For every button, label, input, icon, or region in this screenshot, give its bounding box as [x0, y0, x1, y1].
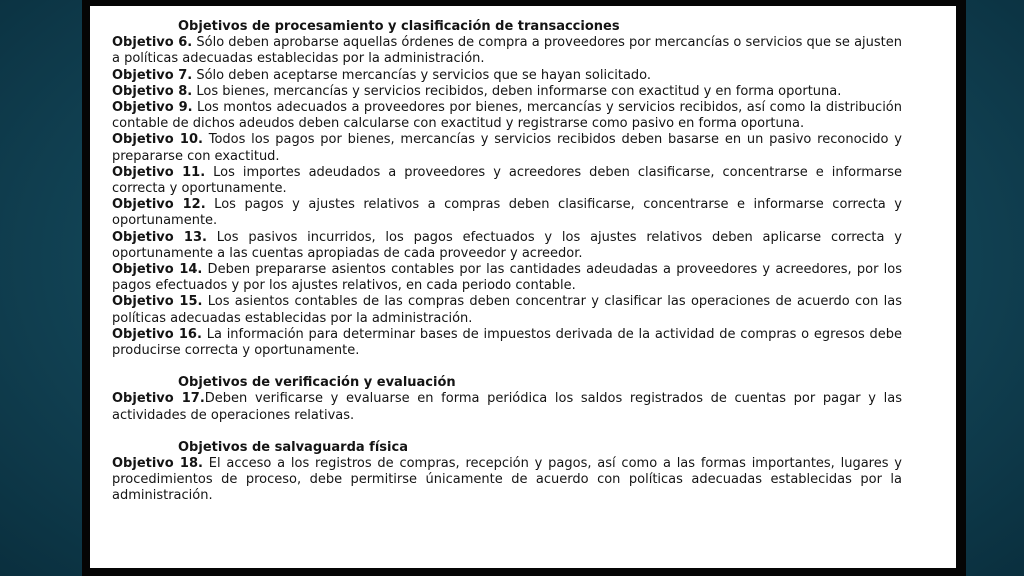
objective-label: Objetivo 7.: [112, 67, 193, 83]
objective-7: [112, 68, 902, 84]
objective-text: Sólo deben aprobarse aquellas órdenes de compra a proveedores por mercancías o servicios que se ajusten a políticas adecuadas establecidas por la administración.: [112, 35, 902, 67]
objective-text: La información para determinar bases de impuestos derivada de la actividad de compras o egresos debe producirse correcta y oportunamente.: [112, 326, 903, 359]
section-heading: Objetivos de verificación y evaluación: [178, 375, 456, 391]
objective-text: Deben prepararse asientos contables por las cantidades adeudadas a proveedores y acreedores, por los pagos efectuados y por los ajustes relativos, en cada periodo contable.: [112, 262, 902, 294]
objective-text: Sólo deben aceptarse mercancías y servicios que se hayan solicitado.: [192, 67, 652, 83]
objective-text: Los montos adecuados a proveedores por bienes, mercancías y servicios recibidos, así como la distribución contable de dichos adeudos deben calcularse con exactitud y registrarse como pasivo en forma oportuna.: [112, 100, 903, 132]
objective-label: Objetivo 6.: [112, 35, 193, 51]
objective-13: [112, 230, 902, 262]
objective-18: [112, 456, 902, 505]
objective-15: [112, 294, 902, 326]
objective-11: [112, 165, 902, 197]
objective-9: [112, 100, 902, 132]
objective-label: Objetivo 13.: [112, 229, 207, 245]
objective-text: El acceso a los registros de compras, recepción y pagos, así como a las formas importantes, lugares y procedimientos de proceso, debe permitirse únicamente de acuerdo con políticas adecuadas establecidas por la administración.: [112, 456, 902, 504]
objective-text: Todos los pagos por bienes, mercancías y servicios recibidos deben basarse en un pasivo reconocido y prepararse con exactitud.: [112, 132, 902, 164]
objective-6: [112, 35, 902, 67]
objective-label: Objetivo 11.: [112, 164, 206, 180]
document-page: [90, 6, 956, 568]
objective-text: Los pasivos incurridos, los pagos efectuados y los ajustes relativos deben aplicarse correcta y oportunamente a las cuentas apropiadas de cada proveedor y acreedor.: [112, 229, 902, 261]
objective-label: Objetivo 9.: [112, 100, 193, 116]
objective-label: Objetivo 8.: [112, 83, 193, 99]
objective-label: Objetivo 18.: [112, 456, 203, 472]
objective-label: Objetivo 17.: [112, 391, 205, 407]
objective-label: Objetivo 14.: [112, 262, 203, 278]
objective-8: [112, 84, 902, 100]
objective-16: [112, 327, 902, 359]
document-content: [112, 19, 902, 505]
objective-10: [112, 132, 902, 164]
objective-label: Objetivo 15.: [112, 294, 203, 310]
objective-12: [112, 197, 902, 229]
section-spacer: [112, 359, 902, 375]
objective-label: Objetivo 12.: [112, 197, 206, 213]
objective-text: Deben verificarse y evaluarse en forma periódica los saldos registrados de cuentas por pagar y las actividades de operaciones relativas.: [112, 391, 902, 423]
objective-text: Los pagos y ajustes relativos a compras deben clasificarse, concentrarse e informarse correcta y oportunamente.: [112, 197, 902, 229]
objective-label: Objetivo 10.: [112, 132, 203, 148]
objective-17: [112, 391, 902, 423]
objective-label: Objetivo 16.: [112, 326, 202, 342]
section-spacer: [112, 424, 902, 440]
objective-14: [112, 262, 902, 294]
objective-text: Los importes adeudados a proveedores y acreedores deben clasificarse, concentrarse e informarse correcta y oportunamente.: [112, 164, 903, 197]
objective-text: Los bienes, mercancías y servicios recibidos, deben informarse con exactitud y en forma oportuna.: [192, 83, 842, 99]
section-heading: Objetivos de procesamiento y clasificación de transacciones: [178, 19, 620, 34]
objective-text: Los asientos contables de las compras deben concentrar y clasificar las operaciones de acuerdo con las políticas adecuadas establecidas por la administración.: [112, 294, 902, 326]
section-heading: Objetivos de salvaguarda física: [178, 439, 408, 455]
